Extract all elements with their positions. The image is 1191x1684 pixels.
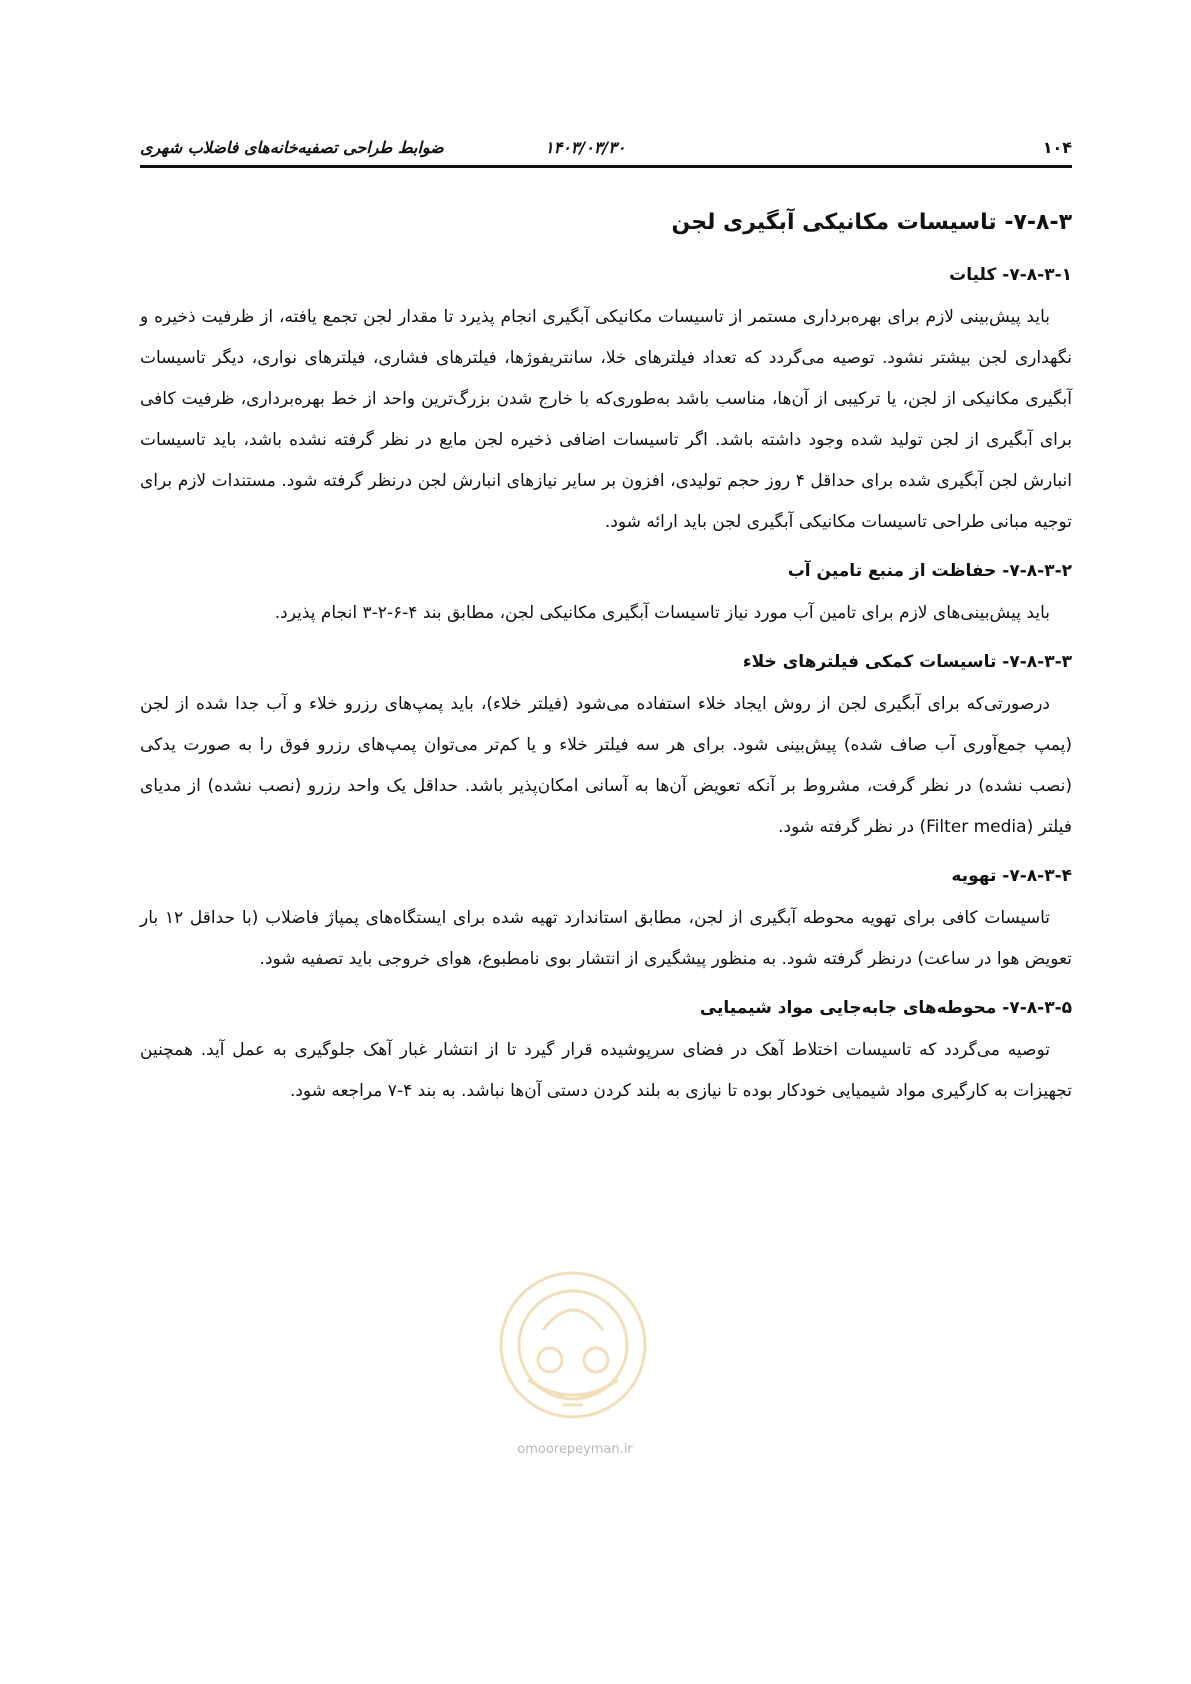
subsection-title: ۷-۸-۳-۵- محوطه‌های جابه‌جایی مواد شیمیایی <box>699 998 1072 1018</box>
subsection-title: ۷-۸-۳-۴- تهویه <box>951 866 1072 886</box>
subsection-body: تاسیسات کافی برای تهویه محوطه آبگیری از لجن، مطابق استاندارد تهیه شده برای ایستگاه‌های پمپاژ فاضلاب (با حداقل ۱۲ بار تعویض هوا در ساعت) درنظر گرفته شود. به منظور پیشگیری از انتشار بوی نامطبوع، هوای خروجی باید تصفیه شود. <box>140 908 1072 969</box>
subsection-body: توصیه می‌گردد که تاسیسات اختلاط آهک در فضای سرپوشیده قرار گیرد تا از انتشار غبار آهک جلوگیری به عمل آید. همچنین تجهیزات به کارگیری مواد شیمیایی خودکار بوده تا نیازی به بلند کردن دستی آن‌ها نباشد. به بند ۴-۷ مراجعه شود. <box>140 1040 1072 1101</box>
subsection-chemical-handling <box>140 998 1072 1112</box>
watermark-site: omoorepeyman.ir <box>517 1442 633 1457</box>
subsection-body: درصورتی‌که برای آبگیری لجن از روش ایجاد خلاء استفاده می‌شود (فیلتر خلاء)، باید پمپ‌های رزرو خلاء و آب جدا شده از لجن (پمپ جمع‌آوری آب صاف شده) پیش‌بینی شود. برای هر سه فیلتر خلاء و یا کم‌تر می‌توان پمپ‌های رزرو فوق را به صورت یدکی (نصب نشده) در نظر گرفت، مشروط بر آنکه تعویض آن‌ها به آسانی امکان‌پذیر باشد. حداقل یک واحد رزرو (نصب نشده) از مدیای فیلتر (Filter media) در نظر گرفته شود. <box>140 694 1072 837</box>
subsection-vacuum-filters <box>140 652 1072 848</box>
subsection-title: ۷-۸-۳-۱- کلیات <box>949 265 1072 285</box>
subsection-body: باید پیش‌بینی لازم برای بهره‌برداری مستمر از تاسیسات مکانیکی آبگیری انجام پذیرد تا مقدار لجن تجمع یافته، از ظرفیت ذخیره و نگهداری لجن بیشتر نشود. توصیه می‌گردد که تعداد فیلترهای خلا، سانتریفوژها، فیلترهای فشاری، فیلترهای نواری، دیگر تاسیسات آبگیری مکانیکی از لجن، یا ترکیبی از آن‌ها، مناسب باشد به‌طوری‌که با خارج شدن بزرگ‌ترین واحد از خط بهره‌برداری، ظرفیت کافی برای آبگیری از لجن تولید شده وجود داشته باشد. اگر تاسیسات اضافی ذخیره لجن مایع در نظر گرفته نشده باشد، باید تاسیسات انبارش لجن آبگیری شده برای حداقل ۴ روز حجم تولیدی، افزون بر سایر نیازهای انبارش لجن درنظر گرفته شود. مستندات لازم برای توجیه مبانی طراحی تاسیسات مکانیکی آبگیری لجن باید ارائه شود. <box>140 307 1072 532</box>
section-title: ۷-۸-۳- تاسیسات مکانیکی آبگیری لجن <box>671 210 1072 235</box>
subsection-title: ۷-۸-۳-۲- حفاظت از منبع تامین آب <box>787 561 1072 581</box>
page-header <box>140 128 1072 168</box>
header-date: ۱۴۰۳/۰۳/۳۰ <box>545 138 626 157</box>
subsection-body: باید پیش‌بینی‌های لازم برای تامین آب مورد نیاز تاسیسات آبگیری مکانیکی لجن، مطابق بند ۴-۶-۲-۳ انجام پذیرد. <box>274 603 1050 623</box>
watermark-seal-icon <box>488 1260 658 1440</box>
subsection-ventilation <box>140 866 1072 980</box>
page-content <box>140 210 1072 1130</box>
subsection-general <box>140 265 1072 543</box>
book-title: ضوابط طراحی تصفیه‌خانه‌های فاضلاب شهری <box>140 138 444 157</box>
page-number: ۱۰۴ <box>1042 138 1072 157</box>
subsection-title: ۷-۸-۳-۳- تاسیسات کمکی فیلترهای خلاء <box>742 652 1072 672</box>
subsection-water-supply <box>140 561 1072 634</box>
